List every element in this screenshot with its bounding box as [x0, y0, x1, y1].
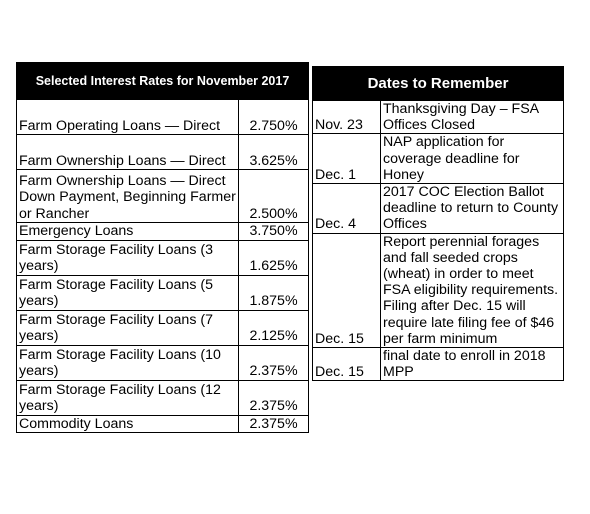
loan-type: Farm Storage Facility Loans (12 years) — [17, 380, 239, 415]
table-row — [17, 100, 309, 135]
loan-type: Commodity Loans — [17, 415, 239, 433]
table-row — [17, 310, 309, 345]
dates-to-remember-table — [312, 66, 564, 381]
loan-type: Farm Storage Facility Loans (10 years) — [17, 345, 239, 380]
table-row — [17, 380, 309, 415]
table-row — [313, 134, 564, 184]
loan-type: Farm Storage Facility Loans (5 years) — [17, 275, 239, 310]
interest-rate: 2.750% — [239, 100, 309, 135]
loan-type: Farm Ownership Loans — Direct — [17, 135, 239, 170]
table-row — [313, 348, 564, 381]
interest-rate: 2.375% — [239, 345, 309, 380]
loan-type: Farm Storage Facility Loans (3 years) — [17, 240, 239, 275]
table-row — [313, 233, 564, 347]
loan-type: Farm Storage Facility Loans (7 years) — [17, 310, 239, 345]
table-row — [17, 135, 309, 170]
event-date: Dec. 1 — [313, 134, 381, 184]
loan-type: Farm Ownership Loans — Direct Down Payment, Beginning Farmer or Rancher — [17, 170, 239, 223]
loan-type: Emergency Loans — [17, 223, 239, 241]
table-row — [17, 275, 309, 310]
event-description: Report perennial forages and fall seeded crops (wheat) in order to meet FSA eligibility requirements. Filing after Dec. 15 will require late filing fee of $46 per farm minimum — [381, 233, 564, 347]
interest-rate: 1.875% — [239, 275, 309, 310]
table-row — [17, 223, 309, 241]
table-header-row — [313, 67, 564, 101]
rates-table-title: Selected Interest Rates for November 2017 — [17, 63, 309, 100]
table-row — [313, 101, 564, 134]
event-description: Thanksgiving Day – FSA Offices Closed — [381, 101, 564, 134]
interest-rate: 2.125% — [239, 310, 309, 345]
event-date: Dec. 15 — [313, 348, 381, 381]
loan-type: Farm Operating Loans — Direct — [17, 100, 239, 135]
event-description: 2017 COC Election Ballot deadline to return to County Offices — [381, 184, 564, 234]
event-date: Nov. 23 — [313, 101, 381, 134]
dates-table-title: Dates to Remember — [313, 67, 564, 101]
interest-rate: 3.750% — [239, 223, 309, 241]
event-date: Dec. 4 — [313, 184, 381, 234]
event-description: NAP application for coverage deadline for Honey — [381, 134, 564, 184]
interest-rate: 3.625% — [239, 135, 309, 170]
event-description: final date to enroll in 2018 MPP — [381, 348, 564, 381]
table-row — [17, 415, 309, 433]
table-row — [313, 184, 564, 234]
interest-rate: 2.375% — [239, 415, 309, 433]
interest-rate: 1.625% — [239, 240, 309, 275]
interest-rate: 2.500% — [239, 170, 309, 223]
table-row — [17, 240, 309, 275]
interest-rate: 2.375% — [239, 380, 309, 415]
interest-rates-table — [16, 62, 309, 433]
table-row — [17, 170, 309, 223]
table-row — [17, 345, 309, 380]
event-date: Dec. 15 — [313, 233, 381, 347]
table-header-row — [17, 63, 309, 100]
